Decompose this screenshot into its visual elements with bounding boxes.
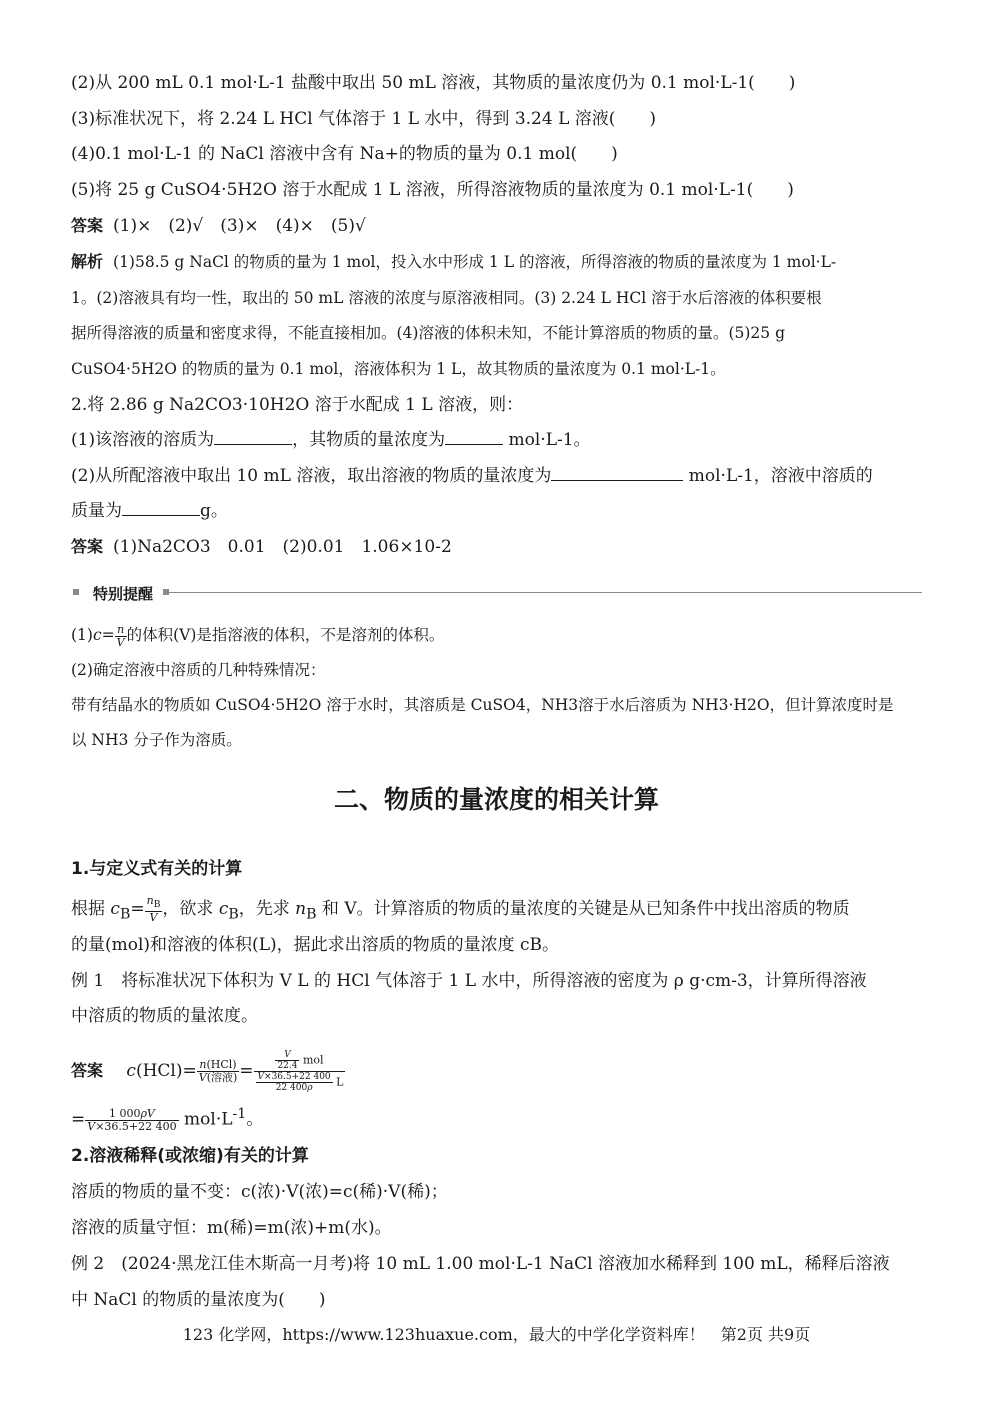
question-line-4: (4)0.1 mol·L-1 的 NaCl 溶液中含有 Na+的物质的量为 0.1 mol( ) — [71, 144, 618, 164]
example-1-answer-line-2: = $\frac{1 000\rho V}{V\times 36.5+22 400}$ $mol\cdot L^{-1}$。 — [71, 1106, 264, 1133]
tip-line-4: 以 NH3 分子作为溶质。 — [71, 731, 242, 749]
analysis-label: 解析 — [71, 252, 104, 271]
answer-text: (1)Na2CO3 0.01 (2)0.01 1.06×10-2 — [113, 537, 452, 557]
analysis-line-4: CuSO4·5H2O 的物质的量为 0.1 mol，溶液体积为 1 L，故其物质的量浓度为 0.1 mol·L-1。 — [71, 360, 726, 378]
q2-p2-text-c: 质量为 — [71, 501, 122, 521]
s1-text-b: ，欲求 — [162, 899, 219, 920]
q2-p2-text-a: (2)从所配溶液中取出 10 mL 溶液，取出溶液的物质的量浓度为 — [71, 466, 552, 486]
example-2-line-1: 例 2 (2024·黑龙江佳木斯高一月考)将 10 mL 1.00 mol·L-1 NaCl 溶液加水稀释到 100 mL，稀释后溶液 — [71, 1254, 890, 1274]
analysis-text-1: (1)58.5 g NaCl 的物质的量为 1 mol，投入水中形成 1 L 的溶液，所得溶液的物质的量浓度为 1 mol·L- — [113, 253, 837, 271]
s1-text-c: ，先求 — [238, 899, 296, 920]
tip-bullet-icon — [73, 589, 79, 595]
question-2-part-2 — [71, 464, 922, 488]
formula-fraction: $\frac{1 000\rho V}{V\times 36.5+22 400}$ — [87, 1106, 177, 1133]
example-2-line-2: 中 NaCl 的物质的量浓度为( ) — [71, 1290, 326, 1310]
tip-bullet-icon — [163, 589, 169, 595]
tip-line-1: (1)c= $\frac{n}{V}$ 的体积(V)是指溶液的体积，不是溶剂的体积。 — [71, 622, 445, 649]
analysis-line-2: 1。(2)溶液具有均一性，取出的 50 mL 溶液的浓度与原溶液相同。(3) 2.24 L HCl 溶于水后溶液的体积要根 — [71, 289, 822, 307]
answer-blank — [122, 499, 200, 516]
section-title: 二、物质的量浓度的相关计算 — [333, 785, 659, 814]
analysis-line-1 — [71, 250, 922, 274]
question-2-part-2b — [71, 499, 922, 523]
subsection-heading-1: 1.与定义式有关的计算 — [71, 859, 243, 879]
example-1-answer: 答案 c(HCl)= $\frac{\text{n(HCl)}}{\text{V(溶液)}}$ = $\frac{V}{22.4}$ mol $\frac{V\times 36.5+22 400}{22 400\rho}$ L — [71, 1050, 344, 1093]
q2-p1-text-a: (1)该溶液的溶质为 — [71, 430, 215, 450]
dilution-line-2: 溶液的质量守恒：m(稀)=m(浓)+m(水)。 — [71, 1218, 392, 1238]
analysis-line-3: 据所得溶液的质量和密度求得，不能直接相加。(4)溶液的体积未知，不能计算溶质的物质的量。(5)25 g — [71, 324, 785, 342]
dilution-line-1: 溶质的物质的量不变：c(浓)·V(浓)=c(稀)·V(稀)； — [71, 1182, 448, 1202]
tip-text-1: 的体积(V)是指溶液的体积，不是溶剂的体积。 — [126, 626, 445, 644]
definition-line-1: 根据 $c_B=$ $\frac{n_B}{V}$ ，欲求 $c_B$，先求 $n_B$ 和 V。计算溶质的物质的量浓度的关键是从已知条件中找出溶质的物质 — [71, 894, 850, 925]
q2-p2-text-d: g。 — [200, 501, 228, 521]
definition-line-2: 的量(mol)和溶液的体积(L)，据此求出溶质的物质的量浓度 cB。 — [71, 935, 560, 955]
tip-divider — [169, 592, 922, 593]
formula-fraction: $\frac{n}{V}$ — [116, 622, 125, 649]
tip-header — [71, 583, 922, 603]
question-line-3: (3)标准状况下，将 2.24 L HCl 气体溶于 1 L 水中，得到 3.24 L 溶液( ) — [71, 109, 657, 129]
q2-p2-text-b: mol·L-1，溶液中溶质的 — [683, 466, 873, 486]
example-1-line-1: 例 1 将标准状况下体积为 V L 的 HCl 气体溶于 1 L 水中，所得溶液的密度为 ρ g·cm-3，计算所得溶液 — [71, 971, 867, 991]
s1-text-d: 和 V。计算溶质的物质的量浓度的关键是从已知条件中找出溶质的物质 — [316, 899, 850, 920]
question-2-part-1 — [71, 428, 922, 452]
question-2-stem: 2.将 2.86 g Na2CO3·10H2O 溶于水配成 1 L 溶液，则： — [71, 395, 524, 415]
answer-label: 答案 — [71, 216, 104, 235]
answer-1 — [71, 214, 922, 238]
s1-text-a: 根据 — [71, 899, 111, 920]
answer-label: 答案 — [71, 1061, 104, 1080]
answer-blank — [214, 428, 292, 445]
formula-fraction: $\frac{n_B}{V}$ — [146, 894, 161, 925]
answer-2 — [71, 535, 922, 559]
q2-p1-text-b: ，其物质的量浓度为 — [292, 430, 446, 450]
answer-label: 答案 — [71, 537, 104, 556]
tip-line-2: (2)确定溶液中溶质的几种特殊情况： — [71, 661, 326, 679]
q2-p1-text-c: mol·L-1。 — [503, 430, 591, 450]
page-footer: 123 化学网，https://www.123huaxue.com，最大的中学化学资料库！ 第2页 共9页 — [182, 1325, 811, 1344]
question-line-5: (5)将 25 g CuSO4·5H2O 溶于水配成 1 L 溶液，所得溶液物质的量浓度为 0.1 mol·L-1( ) — [71, 180, 794, 200]
example-1-line-2: 中溶质的物质的量浓度。 — [71, 1006, 258, 1026]
formula-fraction: $\frac{\text{n(HCl)}}{\text{V(溶液)}}$ — [198, 1058, 238, 1084]
subsection-heading-2: 2.溶液稀释(或浓缩)有关的计算 — [71, 1146, 309, 1166]
answer-blank — [551, 464, 683, 481]
question-line-2: (2)从 200 mL 0.1 mol·L-1 盐酸中取出 50 mL 溶液，其物质的量浓度仍为 0.1 mol·L-1( ) — [71, 73, 796, 93]
tip-line-3: 带有结晶水的物质如 CuSO4·5H2O 溶于水时，其溶质是 CuSO4，NH3溶于水后溶质为 NH3·H2O，但计算浓度时是 — [71, 696, 894, 714]
answer-blank — [445, 428, 503, 445]
answer-text: (1)× (2)√ (3)× (4)× (5)√ — [113, 216, 366, 236]
formula-fraction: $\frac{V}{22.4}$ mol $\frac{V\times 36.5+22 400}{22 400\rho}$ L — [254, 1050, 346, 1093]
tip-title: 特别提醒 — [87, 583, 159, 604]
